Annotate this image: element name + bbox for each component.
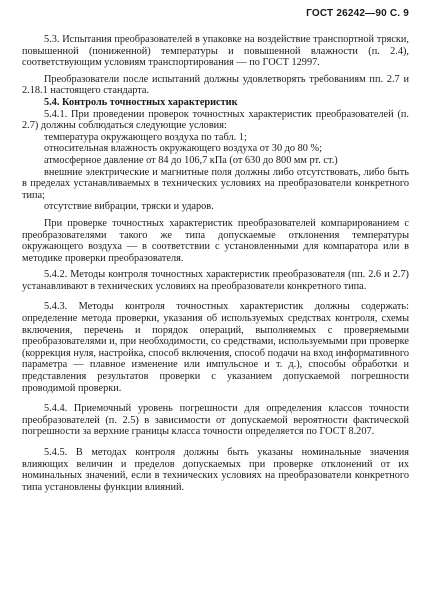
paragraph-5-3: 5.3. Испытания преобразователей в упаковке на воздействие транспортной тряски, повышенной (пониженной) температуры и повышенной влажности (п. 2.4), соответствующим условиям транспортирования — по ГОСТ 12997. — [22, 34, 409, 69]
paragraph-5-4-5: 5.4.5. В методах контроля должны быть указаны номинальные значения влияющих величин и пределов допускаемых при проверке отклонений от их номинальных значений, если в технических условиях на преобразователи конкретного типа установлены функции влияний. — [22, 447, 409, 493]
paragraph-5-4-1: 5.4.1. При проведении проверок точностных характеристик преобразователей (п. 2.7) должны соблюдаться следующие условия: — [22, 108, 409, 132]
condition-fields: внешние электрические и магнитные поля должны либо отсутствовать, либо быть в пределах устанавливаемых в технических условиях на преобразователи конкретного типа; — [22, 166, 409, 201]
paragraph-comparison: При проверке точностных характеристик преобразователей компарированием с преобразователями такого же типа допускаемые отклонения температуры окружающего воздуха — в соответствии с установленными для компаратора или в методике проверки преобразователя. — [22, 217, 409, 264]
section-heading-5-4: 5.4. Контроль точностных характеристик — [44, 96, 238, 108]
condition-temperature: температура окружающего воздуха по табл. 1; — [44, 131, 247, 143]
condition-vibration: отсутствие вибрации, тряски и ударов. — [44, 201, 214, 213]
document-body — [22, 34, 409, 493]
page-header: ГОСТ 26242—90 С. 9 — [306, 8, 409, 19]
paragraph-5-4-4: 5.4.4. Приемочный уровень погрешности для определения классов точности преобразователей (п. 2.5) в зависимости от допускаемой вероятности фактической погрешности за верхние границы класса точности определяется по ГОСТ 8.207. — [22, 403, 409, 438]
paragraph-5-3-requirements: Преобразователи после испытаний должны удовлетворять требованиям пп. 2.7 и 2.18.1 настоящего стандарта. — [22, 73, 409, 97]
condition-humidity: относительная влажность окружающего воздуха от 30 до 80 %; — [44, 143, 322, 155]
paragraph-5-4-2: 5.4.2. Методы контроля точностных характеристик преобразователя (пп. 2.6 и 2.7) устанавливают в технических условиях на преобразователи конкретного типа. — [22, 269, 409, 292]
condition-pressure: атмосферное давление от 84 до 106,7 кПа (от 630 до 800 мм рт. ст.) — [44, 154, 338, 166]
paragraph-5-4-3: 5.4.3. Методы контроля точностных характеристик должны содержать: определение метода проверки, указания об используемых средствах контроля, схемы включения, перечень и порядок операций, выполняемых с проверяемыми преобразователями и, при необходимости, со средствами, используемыми при проверке (коррекция нуля, настройка, способ включения, способ подачи на вход информативного параметра — плавное изменение или импульсное и т. д.), способы обработки и представления результатов проверки с указанием допускаемой погрешности проводимой проверки. — [22, 301, 409, 394]
